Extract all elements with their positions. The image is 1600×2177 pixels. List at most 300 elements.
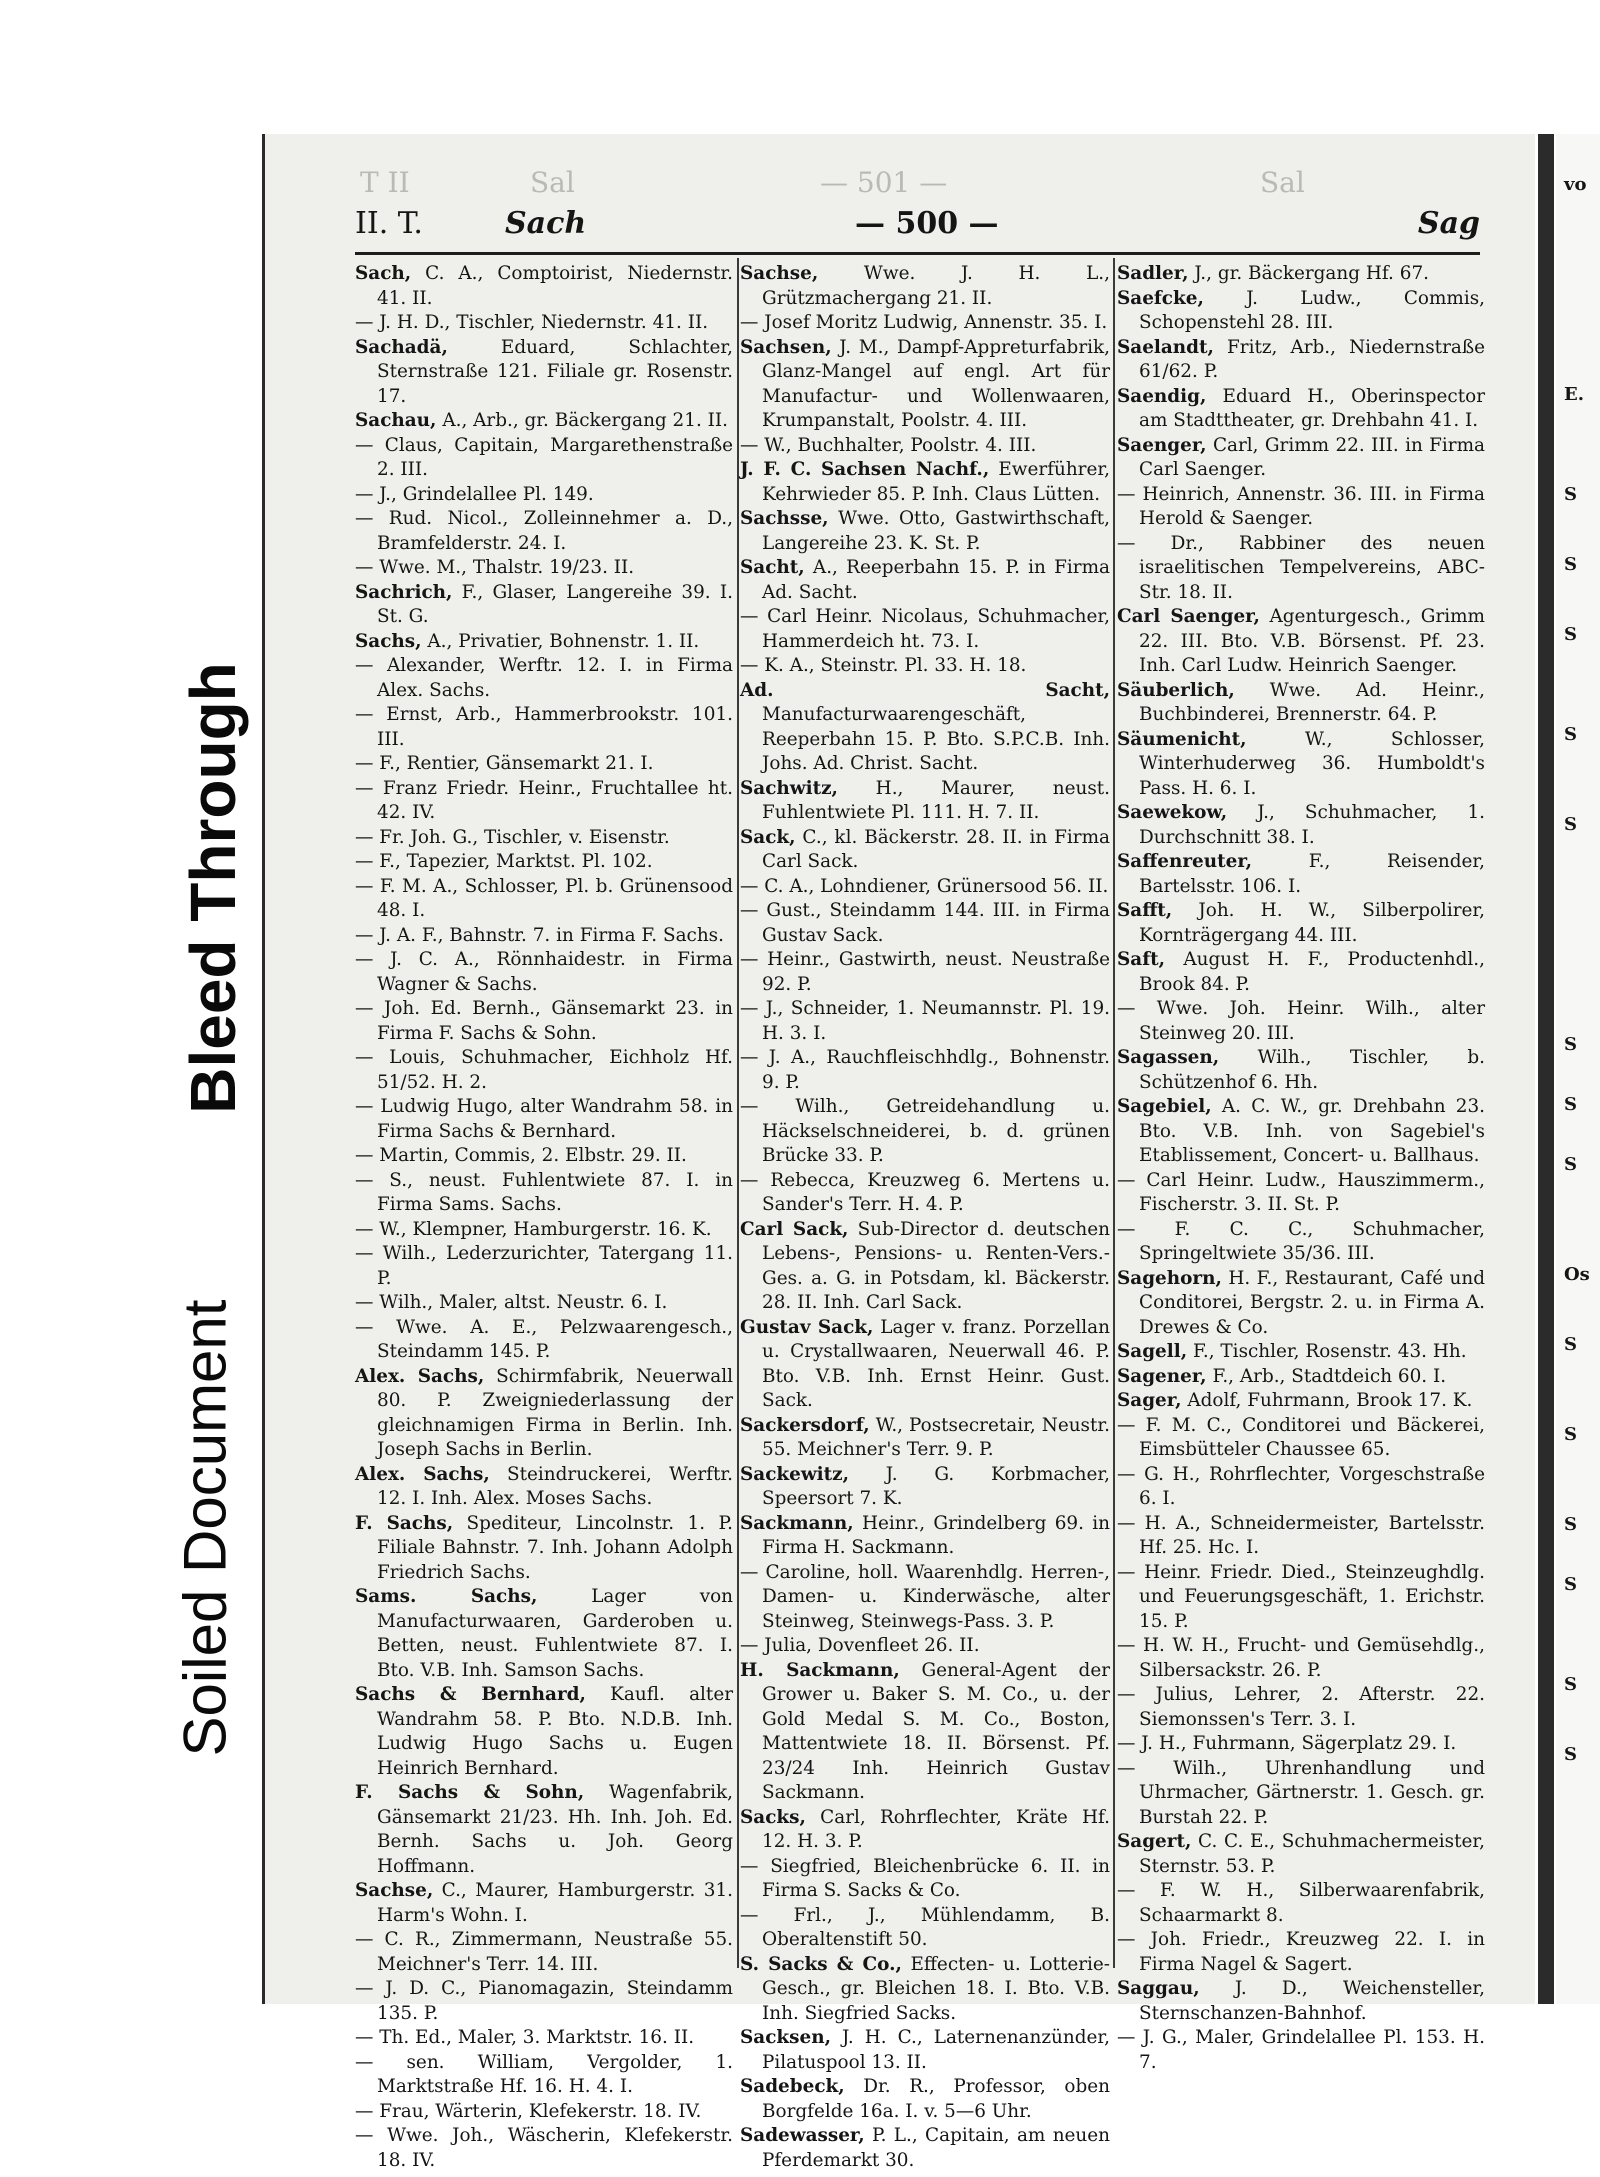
- entry-details: Effecten- u. Lotterie-Gesch., gr. Bleichen 18. I. Bto. V.B. Inh. Siegfried Sacks.: [762, 1953, 1110, 2024]
- directory-entry: [1117, 1267, 1485, 1341]
- directory-entry: [1117, 1463, 1485, 1512]
- entry-name: Saenger,: [1117, 434, 1207, 456]
- directory-entry: [740, 1316, 1110, 1414]
- directory-entry: [355, 1585, 733, 1683]
- entry-details: — Rud. Nicol., Zolleinnehmer a. D., Bramfelderstr. 24. I.: [355, 508, 733, 554]
- directory-entry: [740, 826, 1110, 875]
- entry-details: — J. H., Fuhrmann, Sägerplatz 29. I.: [1117, 1733, 1457, 1754]
- entry-details: — Gust., Steindamm 144. III. in Firma Gustav Sack.: [740, 900, 1110, 946]
- directory-entry: [1117, 2026, 1485, 2075]
- entry-details: — W., Buchhalter, Poolstr. 4. III.: [740, 434, 1037, 456]
- directory-entry: [355, 1781, 733, 1879]
- entry-details: — Claus, Capitain, Margarethenstraße 2. III.: [355, 434, 733, 480]
- entry-details: — F., Rentier, Gänsemarkt 21. I.: [355, 753, 654, 774]
- directory-entry: [1117, 1414, 1485, 1463]
- entry-details: J. M., Dampf-Appreturfabrik, Glanz-Mangel auf engl. Art für Manufactur- und Wollenwaaren, Krumpanstalt, Poolstr. 4. III.: [762, 336, 1110, 431]
- directory-entry: [740, 875, 1110, 900]
- entry-name: Sachse,: [355, 1880, 434, 1901]
- entry-name: Saefcke,: [1117, 287, 1204, 309]
- directory-entry: [1117, 605, 1485, 679]
- directory-entry: [355, 1683, 733, 1781]
- entry-name: Sackmann,: [740, 1512, 854, 1534]
- page-number: — 500 —: [855, 206, 999, 241]
- directory-entry: [740, 262, 1110, 311]
- entry-name: Sadler,: [1117, 263, 1189, 284]
- adjacent-page-fragment: S: [1564, 1674, 1577, 1695]
- entry-name: Sachsen,: [740, 336, 832, 358]
- entry-name: Sagebiel,: [1117, 1096, 1212, 1117]
- entry-name: Sagassen,: [1117, 1047, 1220, 1068]
- adjacent-page-fragment: S: [1564, 1154, 1577, 1175]
- entry-details: — S., neust. Fuhlentwiete 87. I. in Firma Sams. Sachs.: [355, 1169, 733, 1215]
- directory-entry: [1117, 1561, 1485, 1635]
- entry-details: — Wwe. Joh. Heinr. Wilh., alter Steinweg 20. III.: [1117, 998, 1485, 1044]
- entry-details: Wilh., Tischler, b. Schützenhof 6. Hh.: [1139, 1047, 1485, 1093]
- adjacent-page-fragment: E.: [1564, 384, 1584, 405]
- entry-name: Sach,: [355, 263, 412, 284]
- entry-details: Eduard, Schlachter, Sternstraße 121. Filiale gr. Rosenstr. 17.: [377, 336, 733, 407]
- directory-entry: [1117, 532, 1485, 606]
- entry-name: Sacks,: [740, 1806, 806, 1828]
- entry-name: Sagehorn,: [1117, 1267, 1222, 1289]
- directory-entry: [355, 483, 733, 508]
- entry-details: General-Agent der Grower u. Baker S. M. Co., u. der Gold Medal S. M. Co., Boston, Mattentwiete 18. II. Börsenst. Pf. 23/24 Inh. Heinrich Gustav Sackmann.: [762, 1659, 1110, 1803]
- directory-entry: [740, 2075, 1110, 2124]
- directory-entry: [1117, 1757, 1485, 1831]
- entry-details: C., kl. Bäckerstr. 28. II. in Firma Carl Sack.: [762, 826, 1110, 872]
- header-rule: [355, 252, 1480, 255]
- directory-entry: [355, 581, 733, 630]
- entry-details: — C. A., Lohndiener, Grünersood 56. II.: [740, 875, 1109, 897]
- entry-name: Sams. Sachs,: [355, 1586, 538, 1607]
- entry-details: — Franz Friedr. Heinr., Fruchtallee ht. 42. IV.: [355, 777, 733, 823]
- entry-name: Saffenreuter,: [1117, 851, 1253, 872]
- entry-name: Sacht,: [740, 557, 805, 578]
- directory-entry: [1117, 262, 1485, 287]
- page-binding-edge: [1538, 134, 1554, 2004]
- directory-column-1: [355, 262, 733, 2173]
- directory-entry: [355, 507, 733, 556]
- directory-entry: [355, 1095, 733, 1144]
- entry-details: C. A., Comptoirist, Niedernstr. 41. II.: [377, 263, 733, 309]
- entry-name: Sachadä,: [355, 336, 448, 358]
- directory-entry: [1117, 948, 1485, 997]
- adjacent-page-fragment: S: [1564, 1514, 1577, 1535]
- entry-details: — Fr. Joh. G., Tischler, v. Eisenstr.: [355, 826, 670, 848]
- directory-entry: [1117, 899, 1485, 948]
- entry-name: Carl Sack,: [740, 1218, 849, 1240]
- ghost-header-left-word: Sal: [530, 166, 575, 199]
- entry-details: — Wilh., Lederzurichter, Tatergang 11. P.: [355, 1243, 733, 1289]
- entry-details: F., Glaser, Langereihe 39. I. St. G.: [377, 581, 733, 627]
- entry-details: — C. R., Zimmermann, Neustraße 55. Meichner's Terr. 14. III.: [355, 1929, 733, 1975]
- entry-details: — Caroline, holl. Waarenhdlg. Herren-, Damen- u. Kinderwäsche, alter Steinweg, Steinwegs-Pass. 3. P.: [740, 1561, 1110, 1632]
- entry-details: — sen. William, Vergolder, 1. Marktstraße Hf. 16. H. 4. I.: [355, 2051, 733, 2097]
- entry-details: Wwe. Otto, Gastwirthschaft, Langereihe 23. K. St. P.: [762, 508, 1110, 554]
- directory-entry: [1117, 1683, 1485, 1732]
- entry-details: Lager von Manufacturwaaren, Garderoben u. Betten, neust. Fuhlentwiete 87. I. Bto. V.B. Inh. Samson Sachs.: [377, 1586, 734, 1681]
- entry-name: Saft,: [1117, 949, 1166, 970]
- entry-details: P. L., Capitain, am neuen Pferdemarkt 30.: [762, 2125, 1110, 2171]
- adjacent-page-fragment: S: [1564, 1574, 1577, 1595]
- directory-entry: [355, 948, 733, 997]
- entry-details: Wwe. J. H. L., Grützmachergang 21. II.: [762, 263, 1110, 309]
- entry-name: Sack,: [740, 826, 796, 848]
- entry-details: — H. W. H., Frucht- und Gemüsehdlg., Silbersackstr. 26. P.: [1117, 1635, 1485, 1681]
- entry-details: Spediteur, Lincolnstr. 1. P. Filiale Bahnstr. 7. Inh. Johann Adolph Friedrich Sachs.: [377, 1512, 733, 1583]
- entry-name: Ad. Sacht,: [740, 679, 1110, 701]
- entry-details: — J., Grindelallee Pl. 149.: [355, 483, 594, 505]
- entry-details: Wagenfabrik, Gänsemarkt 21/23. Hh. Inh. Joh. Ed. Bernh. Sachs u. Joh. Georg Hoffmann.: [377, 1782, 733, 1877]
- directory-entry: [355, 1242, 733, 1291]
- directory-column-2: [740, 262, 1110, 2173]
- entry-name: S. Sacks & Co.,: [740, 1953, 902, 1975]
- entry-details: — Wwe. Joh., Wäscherin, Klefekerstr. 18. IV.: [355, 2125, 733, 2171]
- entry-name: Sachs,: [355, 630, 422, 652]
- entry-name: Alex. Sachs,: [355, 1365, 485, 1387]
- directory-entry: [740, 654, 1110, 679]
- ghost-header-left: T II: [360, 166, 410, 199]
- directory-entry: [1117, 1732, 1485, 1757]
- entry-name: J. F. C. Sachsen Nachf.,: [740, 459, 990, 480]
- entry-details: H., Maurer, neust. Fuhlentwiete Pl. 111. H. 7. II.: [762, 777, 1110, 823]
- directory-entry: [740, 948, 1110, 997]
- entry-details: A. C. W., gr. Drehbahn 23. Bto. V.B. Inh. von Sagebiel's Etablissement, Concert- u. Ballhaus.: [1139, 1096, 1485, 1166]
- directory-entry: [1117, 1928, 1485, 1977]
- directory-entry: [740, 997, 1110, 1046]
- directory-entry: [355, 1046, 733, 1095]
- entry-name: Sadebeck,: [740, 2076, 845, 2097]
- directory-column-3: [1117, 262, 1485, 2075]
- entry-name: Sachsse,: [740, 508, 829, 529]
- entry-details: — Julia, Dovenfleet 26. II.: [740, 1635, 980, 1656]
- entry-name: Sachwitz,: [740, 777, 838, 799]
- directory-entry: [740, 1046, 1110, 1095]
- directory-entry: [740, 1953, 1110, 2027]
- entry-details: — Wilh., Getreidehandlung u. Häckselschneiderei, b. d. grünen Brücke 33. P.: [740, 1096, 1110, 1166]
- adjacent-page-fragment: S: [1564, 554, 1577, 575]
- entry-details: — F. C. C., Schuhmacher, Springeltwiete 35/36. III.: [1117, 1218, 1485, 1264]
- adjacent-page-fragment: vo: [1564, 174, 1587, 195]
- directory-entry: [740, 1218, 1110, 1316]
- entry-details: F., Tischler, Rosenstr. 43. Hh.: [1187, 1341, 1467, 1362]
- entry-details: Ewerführer, Kehrwieder 85. P. Inh. Claus Lütten.: [762, 459, 1110, 505]
- directory-entry: [740, 507, 1110, 556]
- directory-entry: [1117, 728, 1485, 802]
- directory-entry: [740, 1904, 1110, 1953]
- directory-entry: [355, 311, 733, 336]
- directory-entry: [355, 826, 733, 851]
- directory-entry: [355, 1977, 733, 2026]
- directory-entry: [355, 1463, 733, 1512]
- entry-details: F., Arb., Stadtdeich 60. I.: [1206, 1365, 1447, 1387]
- directory-entry: [740, 1414, 1110, 1463]
- directory-entry: [355, 997, 733, 1046]
- entry-details: C., Maurer, Hamburgerstr. 31. Harm's Wohn. I.: [377, 1880, 733, 1926]
- adjacent-page-fragment: S: [1564, 814, 1577, 835]
- entry-details: — Ernst, Arb., Hammerbrookstr. 101. III.: [355, 704, 733, 750]
- directory-entry: [1117, 1169, 1485, 1218]
- entry-details: — Heinr. Friedr. Died., Steinzeughdlg. und Feuerungsgeschäft, 1. Erichstr. 15. P.: [1117, 1561, 1485, 1632]
- entry-details: — Wwe. A. E., Pelzwaarengesch., Steindamm 145. P.: [355, 1316, 733, 1362]
- entry-name: Sagener,: [1117, 1365, 1207, 1387]
- entry-name: Sagert,: [1117, 1831, 1192, 1852]
- directory-entry: [740, 2026, 1110, 2075]
- directory-entry: [1117, 1046, 1485, 1095]
- entry-details: — Martin, Commis, 2. Elbstr. 29. II.: [355, 1145, 687, 1166]
- directory-entry: [1117, 1095, 1485, 1169]
- adjacent-page-fragment: S: [1564, 1424, 1577, 1445]
- directory-entry: [740, 2124, 1110, 2173]
- entry-details: — H. A., Schneidermeister, Bartelsstr. Hf. 25. Hc. I.: [1117, 1512, 1485, 1558]
- directory-entry: [1117, 1365, 1485, 1390]
- directory-entry: [740, 434, 1110, 459]
- directory-entry: [1117, 1977, 1485, 2026]
- entry-name: H. Sackmann,: [740, 1659, 900, 1681]
- directory-entry: [355, 409, 733, 434]
- directory-entry: [355, 850, 733, 875]
- directory-entry: [355, 262, 733, 311]
- entry-details: — J. D. C., Pianomagazin, Steindamm 135. P.: [355, 1978, 733, 2024]
- bleed-through-header: [300, 166, 1500, 206]
- entry-name: Sachse,: [740, 263, 819, 284]
- directory-entry: [1117, 287, 1485, 336]
- entry-details: J. D., Weichensteller, Sternschanzen-Bahnhof.: [1139, 1978, 1485, 2024]
- adjacent-page-fragment: S: [1564, 1334, 1577, 1355]
- directory-entry: [355, 924, 733, 949]
- entry-details: August H. F., Productenhdl., Brook 84. P.: [1139, 949, 1485, 995]
- directory-entry: [740, 679, 1110, 777]
- entry-name: Sachrich,: [355, 581, 453, 603]
- entry-details: W., Schlosser, Winterhuderweg 36. Humboldt's Pass. H. 6. I.: [1139, 728, 1485, 799]
- entry-details: J., Schuhmacher, 1. Durchschnitt 38. I.: [1139, 802, 1485, 848]
- entry-details: — J. A., Rauchfleischhdlg., Bohnenstr. 9. P.: [740, 1047, 1110, 1093]
- directory-entry: [355, 2026, 733, 2051]
- entry-details: — Heinrich, Annenstr. 36. III. in Firma Herold & Saenger.: [1117, 483, 1485, 529]
- directory-entry: [1117, 336, 1485, 385]
- directory-entry: [740, 556, 1110, 605]
- directory-entry: [1117, 1879, 1485, 1928]
- page-header: [355, 206, 1480, 250]
- entry-details: — Frl., J., Mühlendamm, B. Oberaltenstift 50.: [740, 1904, 1110, 1950]
- entry-details: — Alexander, Werftr. 12. I. in Firma Alex. Sachs.: [355, 655, 733, 701]
- adjacent-page-fragment: S: [1564, 624, 1577, 645]
- entry-details: Adolf, Fuhrmann, Brook 17. K.: [1181, 1390, 1473, 1411]
- entry-name: Sachs & Bernhard,: [355, 1684, 586, 1705]
- directory-entry: [355, 2124, 733, 2173]
- directory-entry: [355, 1291, 733, 1316]
- entry-details: Steindruckerei, Werftr. 12. I. Inh. Alex. Moses Sachs.: [377, 1463, 733, 1509]
- entry-details: — F. M. C., Conditorei und Bäckerei, Eimsbütteler Chaussee 65.: [1117, 1414, 1485, 1460]
- directory-entry: [355, 556, 733, 581]
- entry-details: F., Reisender, Bartelsstr. 106. I.: [1139, 851, 1485, 897]
- entry-details: Dr. R., Professor, oben Borgfelde 16a. I. v. 5—6 Uhr.: [762, 2076, 1110, 2122]
- directory-entry: [1117, 997, 1485, 1046]
- directory-entry: [355, 1365, 733, 1463]
- entry-details: W., Postsecretair, Neustr. 55. Meichner's Terr. 9. P.: [762, 1414, 1110, 1460]
- entry-details: Carl, Rohrflechter, Kräte Hf. 12. H. 3. P.: [762, 1806, 1110, 1852]
- adjacent-page-fragment: S: [1564, 484, 1577, 505]
- directory-entry: [740, 1659, 1110, 1806]
- directory-entry: [355, 777, 733, 826]
- entry-name: F. Sachs,: [355, 1512, 454, 1534]
- directory-entry: [740, 1095, 1110, 1169]
- entry-details: — Dr., Rabbiner des neuen israelitischen Tempelvereins, ABC-Str. 18. II.: [1117, 532, 1485, 603]
- bleed-through-text: Bleed Through: [177, 662, 249, 1114]
- directory-entry: [1117, 1340, 1485, 1365]
- entry-details: — Julius, Lehrer, 2. Afterstr. 22. Siemonssen's Terr. 3. I.: [1117, 1684, 1485, 1730]
- directory-entry: [740, 311, 1110, 336]
- directory-entry: [1117, 434, 1485, 483]
- entry-details: — Heinr., Gastwirth, neust. Neustraße 92. P.: [740, 949, 1110, 995]
- entry-details: C. C. E., Schuhmachermeister, Sternstr. 53. P.: [1139, 1831, 1485, 1877]
- column-divider: [737, 258, 739, 1968]
- directory-entry: [355, 1928, 733, 1977]
- soiled-document-text: Soiled Document: [171, 1299, 239, 1757]
- directory-entry: [355, 1316, 733, 1365]
- directory-entry: [355, 2051, 733, 2100]
- directory-entry: [1117, 1830, 1485, 1879]
- entry-details: — Josef Moritz Ludwig, Annenstr. 35. I.: [740, 312, 1108, 333]
- entry-name: Carl Saenger,: [1117, 606, 1260, 627]
- entry-details: — Siegfried, Bleichenbrücke 6. II. in Firma S. Sacks & Co.: [740, 1855, 1110, 1901]
- entry-name: Säumenicht,: [1117, 728, 1247, 750]
- entry-name: Sacksen,: [740, 2027, 831, 2048]
- directory-entry: [740, 1561, 1110, 1635]
- directory-entry: [1117, 801, 1485, 850]
- entry-details: — Wilh., Maler, altst. Neustr. 6. I.: [355, 1292, 668, 1313]
- directory-entry: [355, 1879, 733, 1928]
- entry-name: Säuberlich,: [1117, 679, 1235, 701]
- entry-details: Lager v. franz. Porzellan u. Crystallwaaren, Neuerwall 46. P. Bto. V.B. Inh. Ernst Heinr. Gust. Sack.: [762, 1316, 1110, 1411]
- directory-entry: [355, 336, 733, 410]
- entry-name: Sackersdorf,: [740, 1414, 870, 1436]
- directory-entry: [740, 777, 1110, 826]
- adjacent-page-fragment: Os: [1564, 1264, 1590, 1285]
- directory-entry: [355, 434, 733, 483]
- directory-entry: [740, 336, 1110, 434]
- entry-details: J. Ludw., Commis, Schopenstehl 28. III.: [1139, 287, 1485, 333]
- entry-name: F. Sachs & Sohn,: [355, 1782, 585, 1803]
- directory-entry: [740, 899, 1110, 948]
- entry-details: Sub-Director d. deutschen Lebens-, Pensions- u. Renten-Vers.-Ges. a. G. in Potsdam, kl. Bäckerstr. 28. II. Inh. Carl Sack.: [762, 1218, 1110, 1313]
- directory-entry: [740, 1634, 1110, 1659]
- directory-entry: [740, 1855, 1110, 1904]
- entry-details: Carl, Grimm 22. III. in Firma Carl Saenger.: [1139, 434, 1485, 480]
- entry-details: — J. H. D., Tischler, Niedernstr. 41. II.: [355, 312, 709, 333]
- directory-entry: [355, 1218, 733, 1243]
- entry-details: Eduard H., Oberinspector am Stadttheater, gr. Drehbahn 41. I.: [1139, 385, 1485, 431]
- entry-details: H. F., Restaurant, Café und Conditorei, Bergstr. 2. u. in Firma A. Drewes & Co.: [1139, 1267, 1485, 1338]
- entry-name: Sachau,: [355, 410, 437, 431]
- directory-entry: [1117, 1512, 1485, 1561]
- directory-entry: [740, 1463, 1110, 1512]
- adjacent-page-fragments: [1556, 134, 1600, 2004]
- directory-entry: [1117, 483, 1485, 532]
- entry-details: — F. M. A., Schlosser, Pl. b. Grünensood 48. I.: [355, 875, 733, 921]
- entry-name: Gustav Sack,: [740, 1316, 874, 1338]
- directory-entry: [1117, 679, 1485, 728]
- directory-entry: [355, 630, 733, 655]
- directory-entry: [1117, 1389, 1485, 1414]
- entry-details: A., Arb., gr. Bäckergang 21. II.: [436, 410, 729, 431]
- entry-name: Saendig,: [1117, 385, 1207, 407]
- entry-name: Saelandt,: [1117, 336, 1214, 358]
- directory-entry: [355, 875, 733, 924]
- directory-entry: [1117, 385, 1485, 434]
- adjacent-page-fragment: S: [1564, 724, 1577, 745]
- directory-entry: [355, 654, 733, 703]
- directory-entry: [355, 1512, 733, 1586]
- entry-details: Schirmfabrik, Neuerwall 80. P. Zweigniederlassung der gleichnamigen Firma in Berlin. Inh. Joseph Sachs in Berlin.: [377, 1365, 734, 1460]
- entry-name: Saewekow,: [1117, 802, 1228, 823]
- directory-entry: [1117, 1218, 1485, 1267]
- entry-details: Fritz, Arb., Niedernstraße 61/62. P.: [1139, 336, 1485, 382]
- ghost-header-right-word: Sal: [1260, 166, 1305, 199]
- header-left-word: Sach: [505, 206, 587, 241]
- entry-details: — Louis, Schuhmacher, Eichholz Hf. 51/52. H. 2.: [355, 1047, 733, 1093]
- entry-details: — Ludwig Hugo, alter Wandrahm 58. in Firma Sachs & Bernhard.: [355, 1096, 733, 1142]
- entry-details: — Rebecca, Kreuzweg 6. Mertens u. Sander's Terr. H. 4. P.: [740, 1169, 1110, 1215]
- entry-details: — F., Tapezier, Marktst. Pl. 102.: [355, 851, 653, 872]
- entry-details: — Carl Heinr. Nicolaus, Schuhmacher, Hammerdeich ht. 73. I.: [740, 606, 1110, 652]
- entry-name: Safft,: [1117, 900, 1173, 921]
- directory-entry: [1117, 850, 1485, 899]
- entry-name: Sagell,: [1117, 1341, 1188, 1362]
- entry-name: Saggau,: [1117, 1978, 1200, 1999]
- entry-details: — J., Schneider, 1. Neumannstr. Pl. 19. H. 3. I.: [740, 998, 1110, 1044]
- entry-details: — J. A. F., Bahnstr. 7. in Firma F. Sachs.: [355, 924, 724, 946]
- header-section: II. T.: [355, 206, 423, 241]
- entry-details: — Th. Ed., Maler, 3. Marktstr. 16. II.: [355, 2027, 695, 2048]
- entry-details: Wwe. Ad. Heinr., Buchbinderei, Brennerstr. 64. P.: [1139, 679, 1485, 725]
- entry-name: Sackewitz,: [740, 1463, 849, 1485]
- directory-entry: [1117, 1634, 1485, 1683]
- entry-details: Manufacturwaarengeschäft, Reeperbahn 15. P. Bto. S.P.C.B. Inh. Johs. Ad. Christ. Sacht.: [762, 704, 1110, 774]
- soiled-document-label: [160, 1208, 250, 1848]
- entry-details: J. G. Korbmacher, Speersort 7. K.: [762, 1463, 1110, 1509]
- entry-details: Agenturgesch., Grimm 22. III. Bto. V.B. Börsenst. Pf. 23. Inh. Carl Ludw. Heinrich Saenger.: [1139, 606, 1485, 676]
- adjacent-page-fragment: S: [1564, 1744, 1577, 1765]
- entry-name: Alex. Sachs,: [355, 1463, 490, 1485]
- entry-details: — Joh. Ed. Bernh., Gänsemarkt 23. in Firma F. Sachs & Sohn.: [355, 998, 733, 1044]
- adjacent-page-fragment: S: [1564, 1034, 1577, 1055]
- directory-entry: [740, 1806, 1110, 1855]
- entry-name: Sager,: [1117, 1390, 1182, 1411]
- entry-details: — G. H., Rohrflechter, Vorgeschstraße 6. I.: [1117, 1463, 1485, 1509]
- column-divider: [1113, 258, 1115, 1968]
- directory-entry: [740, 605, 1110, 654]
- directory-entry: [740, 1512, 1110, 1561]
- directory-entry: [355, 1169, 733, 1218]
- directory-entry: [355, 1144, 733, 1169]
- entry-details: A., Reeperbahn 15. P. in Firma Ad. Sacht.: [762, 557, 1110, 603]
- directory-entry: [740, 458, 1110, 507]
- entry-details: Kaufl. alter Wandrahm 58. P. Bto. N.D.B. Inh. Ludwig Hugo Sachs u. Eugen Heinrich Bernhard.: [377, 1684, 733, 1779]
- ghost-header-center: — 501 —: [820, 166, 948, 199]
- adjacent-page-fragment: S: [1564, 1094, 1577, 1115]
- bleed-through-label: [168, 608, 258, 1168]
- entry-details: — F. W. H., Silberwaarenfabrik, Schaarmarkt 8.: [1117, 1880, 1485, 1926]
- entry-details: — J. G., Maler, Grindelallee Pl. 153. H. 7.: [1117, 2027, 1485, 2073]
- entry-details: — Frau, Wärterin, Klefekerstr. 18. IV.: [355, 2100, 702, 2122]
- entry-details: — Wilh., Uhrenhandlung und Uhrmacher, Gärtnerstr. 1. Gesch. gr. Burstah 22. P.: [1117, 1757, 1485, 1828]
- entry-details: Joh. H. W., Silberpolirer, Kornträgergang 44. III.: [1139, 900, 1485, 946]
- header-right-word: Sag: [1417, 206, 1480, 241]
- directory-entry: [355, 2100, 733, 2125]
- directory-entry: [740, 1169, 1110, 1218]
- entry-details: J. H. C., Laternenanzünder, Pilatuspool 13. II.: [762, 2027, 1110, 2073]
